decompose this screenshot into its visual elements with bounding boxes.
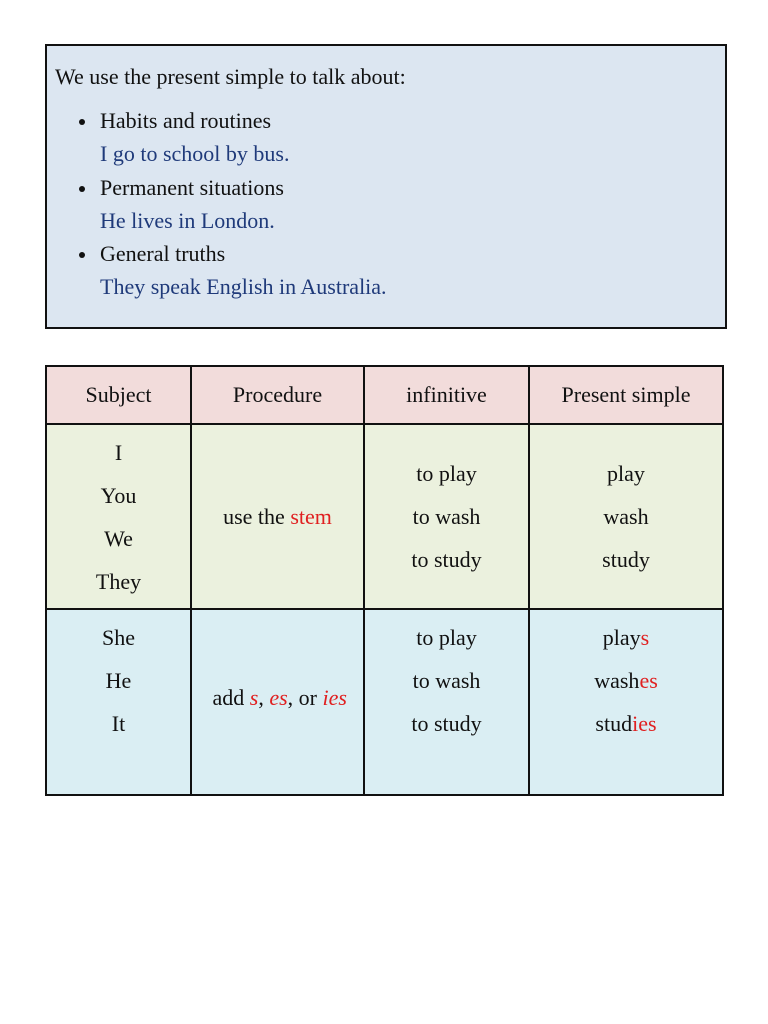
subject-item: It	[111, 710, 126, 736]
form-ending: es	[639, 667, 658, 693]
procedure-cell	[191, 424, 364, 609]
info-box	[45, 44, 727, 329]
bullet-example: They speak English in Australia.	[100, 274, 387, 299]
infinitive-item: to wash	[412, 504, 481, 529]
procedure-cell	[191, 609, 364, 795]
bullet-label: Habits and routines	[100, 108, 272, 133]
procedure-prefix: add	[212, 684, 250, 710]
bullet-label: General truths	[100, 241, 226, 266]
table-row	[46, 609, 723, 795]
infinitive-item: to study	[411, 547, 482, 572]
present-form	[530, 702, 722, 745]
subject-item: He	[105, 667, 132, 693]
form-ending: ies	[632, 710, 657, 736]
procedure-separator: ,	[258, 684, 270, 710]
form-stem: wash	[603, 504, 649, 529]
subject-item: She	[102, 624, 135, 650]
form-stem: study	[602, 547, 650, 572]
bullet-example: He lives in London.	[100, 208, 275, 233]
form-stem: play	[602, 624, 641, 650]
subject-cell	[46, 609, 191, 795]
header-procedure: Procedure	[191, 366, 364, 424]
form-stem: wash	[594, 667, 640, 693]
grammar-table	[45, 365, 724, 796]
present-simple-cell	[529, 424, 723, 609]
bullet-dot-icon	[79, 252, 85, 258]
bullet-item-habits	[100, 108, 289, 167]
bullet-item-permanent	[100, 175, 284, 234]
table-row	[46, 424, 723, 609]
present-form	[530, 495, 722, 538]
subject-item: You	[100, 482, 137, 508]
present-form	[530, 538, 722, 581]
present-form	[530, 452, 722, 495]
infinitive-item: to wash	[412, 667, 481, 693]
intro-text: We use the present simple to talk about:	[55, 64, 406, 89]
bullet-label: Permanent situations	[100, 175, 284, 200]
bullet-item-truths	[100, 241, 387, 300]
ending-s: s	[249, 684, 259, 710]
infinitive-cell	[364, 609, 529, 795]
infinitive-item: to play	[416, 624, 477, 650]
present-simple-cell	[529, 609, 723, 795]
procedure-highlight: stem	[290, 503, 332, 529]
procedure-text	[212, 684, 347, 711]
form-stem: stud	[595, 710, 633, 736]
present-form	[530, 659, 722, 702]
ending-es: es	[269, 684, 288, 710]
present-form	[530, 616, 722, 659]
form-ending: s	[640, 624, 650, 650]
form-stem: play	[607, 461, 645, 486]
ending-ies: ies	[322, 684, 347, 710]
header-present-simple: Present simple	[529, 366, 723, 424]
subject-item: I	[114, 439, 123, 465]
header-subject: Subject	[46, 366, 191, 424]
subject-cell	[46, 424, 191, 609]
bullet-example: I go to school by bus.	[100, 141, 290, 166]
header-infinitive: infinitive	[364, 366, 529, 424]
subject-item: We	[104, 525, 133, 551]
bullet-dot-icon	[79, 186, 85, 192]
table-header-row	[46, 366, 723, 424]
procedure-separator: , or	[287, 684, 323, 710]
infinitive-item: to study	[411, 710, 482, 736]
subject-item: They	[95, 568, 142, 594]
procedure-text: use the	[223, 503, 291, 529]
bullet-dot-icon	[79, 119, 85, 125]
infinitive-cell	[364, 424, 529, 609]
infinitive-item: to play	[416, 461, 477, 486]
